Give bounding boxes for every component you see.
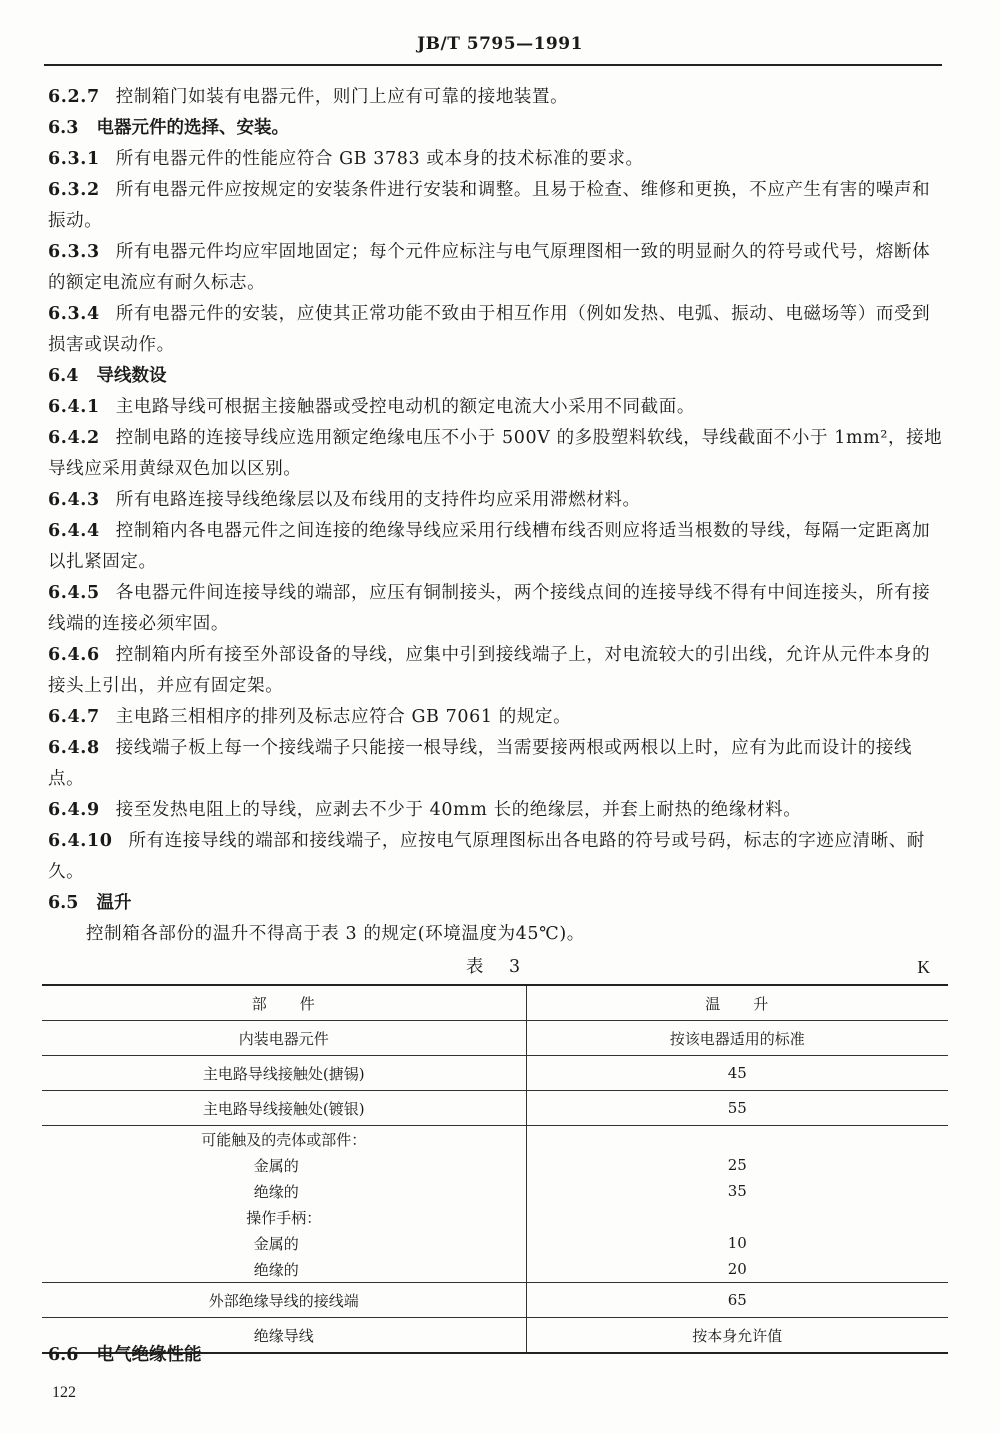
clause-text: 接至发热电阻上的导线，应剥去不少于 40mm 长的绝缘层，并套上耐热的绝缘材料。 <box>115 800 802 820</box>
clause-number: 6.3.3 <box>48 242 100 262</box>
clause-number: 6.4.5 <box>48 583 100 603</box>
table-cell-part: 绝缘导线 <box>42 1318 526 1354</box>
clause-paragraph <box>48 299 948 361</box>
clause-text: 所有电器元件均应牢固地固定；每个元件应标注与电气原理图相一致的明显耐久的符号或代号，熔断体的额定电流应有耐久标志。 <box>48 242 931 293</box>
clause-number: 6.4.2 <box>48 428 100 448</box>
table-cell-rise: 25 <box>727 1156 747 1174</box>
table-caption: 表 3 <box>465 957 531 977</box>
clause-number: 6.3.1 <box>48 149 100 169</box>
paragraph-list <box>48 82 948 919</box>
table-cell-rise: 10 <box>727 1234 747 1252</box>
table-caption-row <box>48 950 948 984</box>
section-6-6 <box>48 1340 201 1371</box>
table-header-part: 部 件 <box>42 985 526 1021</box>
table-cell-part: 主电路导线接触处(镀银) <box>42 1091 526 1126</box>
clause-number: 6.4.3 <box>48 490 100 510</box>
clause-paragraph <box>48 640 948 702</box>
section-title: 电气绝缘性能 <box>96 1345 202 1365</box>
document-header: JB/T 5795—1991 <box>417 34 583 54</box>
clause-text: 导线数设 <box>96 366 167 386</box>
clause-paragraph <box>48 733 948 795</box>
section-number: 6.6 <box>48 1345 79 1365</box>
clause-number: 6.5 <box>48 893 79 913</box>
page-number: 122 <box>52 1384 76 1401</box>
clause-number: 6.4.4 <box>48 521 100 541</box>
clause-paragraph <box>48 826 948 888</box>
table-cell-part: 金属的 <box>253 1234 299 1253</box>
clause-text: 电器元件的选择、安装。 <box>96 118 289 138</box>
clause-number: 6.4.6 <box>48 645 100 665</box>
table-cell-part: 主电路导线接触处(搪锡) <box>42 1056 526 1091</box>
table-cell-rise: 55 <box>526 1091 948 1126</box>
clause-paragraph <box>48 795 948 826</box>
clause-paragraph <box>48 144 948 175</box>
clause-number: 6.4.7 <box>48 707 100 727</box>
clause-number: 6.4.8 <box>48 738 100 758</box>
clause-text: 控制箱内所有接至外部设备的导线，应集中引到接线端子上，对电流较大的引出线，允许从元件本身的接头上引出，并应有固定架。 <box>48 645 931 696</box>
clause-paragraph <box>48 702 948 733</box>
table-cell-part: 内装电器元件 <box>42 1021 526 1056</box>
clause-paragraph <box>48 578 948 640</box>
table-group-title: 操作手柄： <box>42 1204 526 1230</box>
table-header-rise: 温 升 <box>526 985 948 1021</box>
table-cell-rise: 按本身允许值 <box>526 1318 948 1354</box>
table-cell-part: 绝缘的 <box>253 1182 299 1201</box>
clause-text: 控制箱内各电器元件之间连接的绝缘导线应采用行线槽布线否则应将适当根数的导线，每隔一定距离加以扎紧固定。 <box>48 521 931 572</box>
clause-number: 6.4.9 <box>48 800 100 820</box>
section-heading <box>48 361 948 392</box>
clause-paragraph <box>48 392 948 423</box>
clause-text: 所有电器元件应按规定的安装条件进行安装和调整。且易于检查、维修和更换，不应产生有害的噪声和振动。 <box>48 180 931 231</box>
section-heading <box>48 888 948 919</box>
clause-number: 6.3.2 <box>48 180 100 200</box>
section-heading <box>48 113 948 144</box>
table-cell-part: 外部绝缘导线的接线端 <box>42 1283 526 1318</box>
clause-number: 6.4.1 <box>48 397 100 417</box>
clause-text: 所有电器元件的安装，应使其正常功能不致由于相互作用（例如发热、电弧、振动、电磁场等）而受到损害或误动作。 <box>48 304 931 355</box>
table-group-title: 可能触及的壳体或部件： <box>42 1126 526 1153</box>
clause-number: 6.4 <box>48 366 79 386</box>
clause-number: 6.4.10 <box>48 831 113 851</box>
clause-paragraph <box>48 423 948 485</box>
clause-text: 所有电路连接导线绝缘层以及布线用的支持件均应采用滞燃材料。 <box>115 490 641 510</box>
table-cell-rise: 按该电器适用的标准 <box>526 1021 948 1056</box>
clause-text: 主电路三相相序的排列及标志应符合 GB 7061 的规定。 <box>115 707 572 727</box>
clause-paragraph <box>48 82 948 113</box>
clause-paragraph <box>48 485 948 516</box>
clause-number: 6.3.4 <box>48 304 100 324</box>
clause-text: 控制箱门如装有电器元件，则门上应有可靠的接地装置。 <box>115 87 569 107</box>
clause-text: 控制电路的连接导线应选用额定绝缘电压不小于 500V 的多股塑料软线，导线截面不小于 1mm²，接地导线应采用黄绿双色加以区别。 <box>48 428 943 479</box>
clause-text: 主电路导线可根据主接触器或受控电动机的额定电流大小采用不同截面。 <box>115 397 695 417</box>
table-cell-rise: 65 <box>526 1283 948 1318</box>
clause-paragraph <box>48 237 948 299</box>
table-cell-rise: 45 <box>526 1056 948 1091</box>
clause-number: 6.2.7 <box>48 87 100 107</box>
temperature-intro: 控制箱各部份的温升不得高于表 3 的规定(环境温度为45℃)。 <box>86 924 585 944</box>
document-body <box>48 82 948 1354</box>
clause-text: 温升 <box>96 893 132 913</box>
table-unit: K <box>917 957 930 977</box>
table-cell-rise: 20 <box>526 1256 948 1283</box>
clause-text: 所有电器元件的性能应符合 GB 3783 或本身的技术标准的要求。 <box>115 149 644 169</box>
table-cell-part: 绝缘的 <box>253 1260 299 1279</box>
clause-text: 接线端子板上每一个接线端子只能接一根导线，当需要接两根或两根以上时，应有为此而设计的接线点。 <box>48 738 913 789</box>
clause-paragraph <box>48 516 948 578</box>
clause-text: 各电器元件间连接导线的端部，应压有铜制接头，两个接线点间的连接导线不得有中间连接头，所有接线端的连接必须牢固。 <box>48 583 931 634</box>
table-cell-part: 金属的 <box>253 1156 299 1175</box>
temperature-rise-table <box>42 984 948 1354</box>
clause-paragraph <box>48 175 948 237</box>
clause-number: 6.3 <box>48 118 79 138</box>
table-cell-rise: 35 <box>727 1182 747 1200</box>
clause-text: 所有连接导线的端部和接线端子，应按电气原理图标出各电路的符号或号码，标志的字迹应清晰、耐久。 <box>48 831 925 882</box>
header-rule <box>44 64 942 66</box>
